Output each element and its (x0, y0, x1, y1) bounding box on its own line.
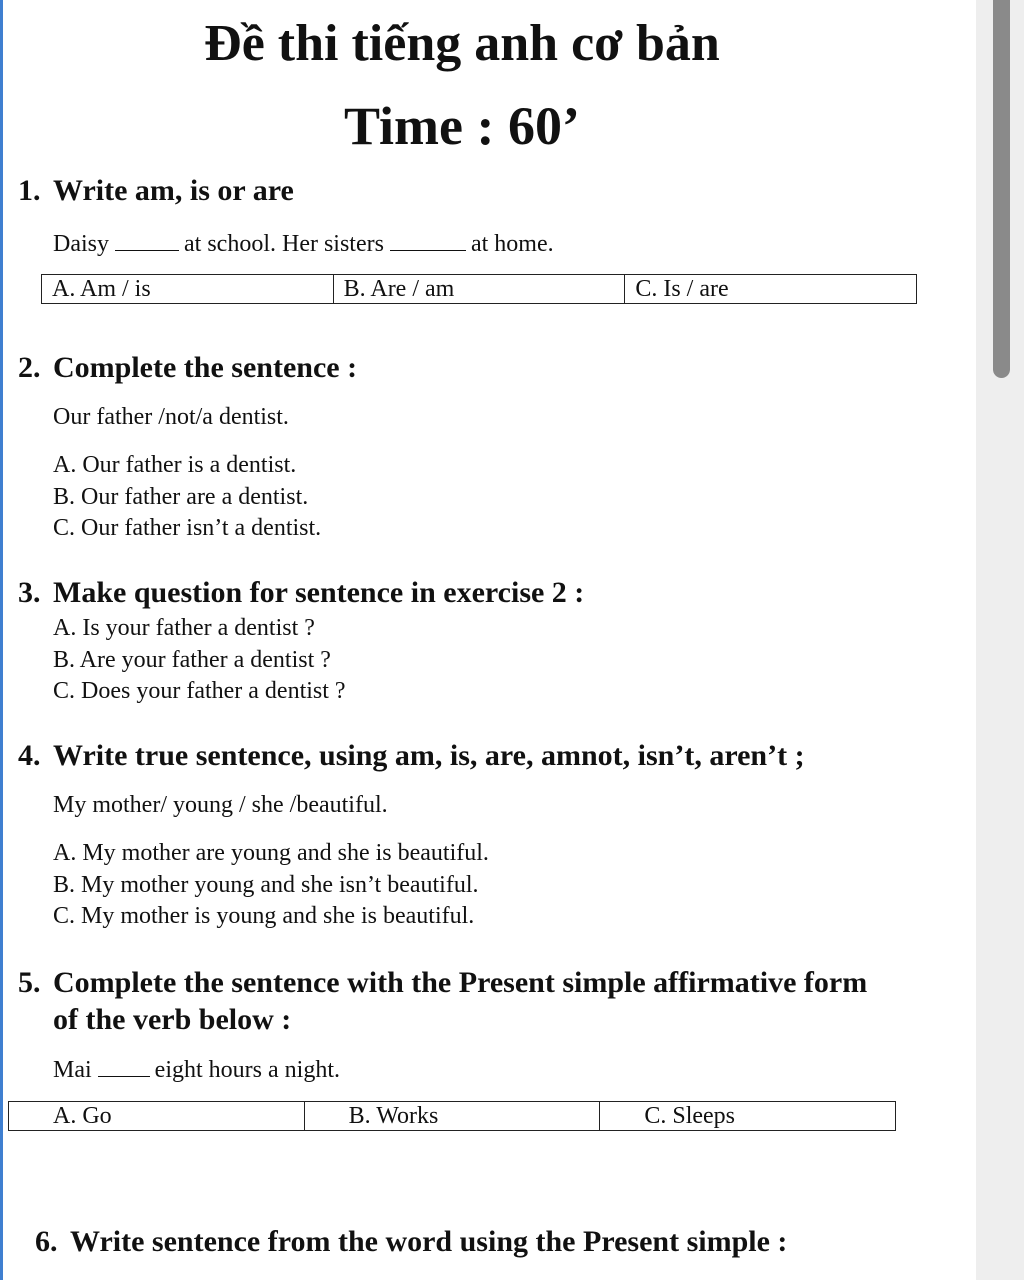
page-title: Đề thi tiếng anh cơ bản (204, 15, 720, 72)
option-b[interactable]: B. Are / am (334, 275, 626, 303)
option-a[interactable]: A. Am / is (42, 275, 334, 303)
option-a[interactable]: A. Go (9, 1102, 305, 1130)
sentence-part: eight hours a night. (154, 1057, 340, 1083)
sentence-part: at school. Her sisters (184, 231, 384, 257)
question-3-heading (18, 576, 584, 610)
question-text: Write true sentence, using am, is, are, amnot, isn’t, aren’t ; (53, 739, 805, 772)
sentence-part: Daisy (53, 231, 109, 257)
question-5-heading (18, 964, 867, 1038)
time-limit: Time : 60’ (344, 96, 580, 156)
option-b[interactable]: B. Works (305, 1102, 601, 1130)
option-c[interactable]: C. Our father isn’t a dentist. (53, 515, 322, 541)
option-a[interactable]: A. Our father is a dentist. (53, 452, 297, 478)
question-number: 5. (18, 966, 41, 999)
answer-blank (115, 228, 179, 251)
question-4-prompt: My mother/ young / she /beautiful. (53, 792, 388, 818)
answer-blank (390, 228, 466, 251)
question-number: 4. (18, 739, 41, 772)
question-text: Complete the sentence with the Present simple affirmative form (53, 966, 868, 999)
option-b[interactable]: B. My mother young and she isn’t beautiful. (53, 872, 479, 898)
sentence-part: at home. (470, 231, 554, 257)
question-5-options-table (8, 1101, 896, 1131)
option-b[interactable]: B. Are your father a dentist ? (53, 647, 331, 673)
question-text: Complete the sentence : (53, 351, 358, 384)
question-6-heading (35, 1225, 787, 1259)
question-text-continued: of the verb below : (53, 1003, 292, 1036)
option-c[interactable]: C. Is / are (635, 276, 729, 302)
question-5-sentence (53, 1054, 340, 1084)
option-b[interactable]: B. Our father are a dentist. (53, 484, 309, 510)
question-text: Write am, is or are (53, 174, 294, 207)
question-number: 3. (18, 576, 41, 609)
option-a[interactable]: A. Is your father a dentist ? (53, 615, 315, 641)
left-edge-border (0, 0, 3, 1280)
option-a[interactable]: A. My mother are young and she is beautiful. (53, 840, 489, 866)
option-c[interactable]: C. Sleeps (644, 1103, 736, 1129)
question-1-options-table (41, 274, 917, 304)
question-2-prompt: Our father /not/a dentist. (53, 404, 289, 430)
option-c[interactable]: C. Does your father a dentist ? (53, 678, 346, 704)
question-number: 6. (35, 1225, 58, 1258)
question-text: Make question for sentence in exercise 2 : (53, 576, 585, 609)
question-1-sentence (53, 228, 554, 258)
question-number: 1. (18, 174, 41, 207)
scrollbar-thumb[interactable] (993, 0, 1010, 378)
question-text: Write sentence from the word using the Present simple : (70, 1225, 788, 1258)
question-4-heading (18, 739, 805, 773)
question-2-heading (18, 351, 357, 385)
option-c[interactable]: C. My mother is young and she is beautiful. (53, 903, 475, 929)
question-1-heading (18, 174, 294, 208)
sentence-part: Mai (53, 1057, 92, 1083)
question-number: 2. (18, 351, 41, 384)
answer-blank (98, 1054, 150, 1077)
